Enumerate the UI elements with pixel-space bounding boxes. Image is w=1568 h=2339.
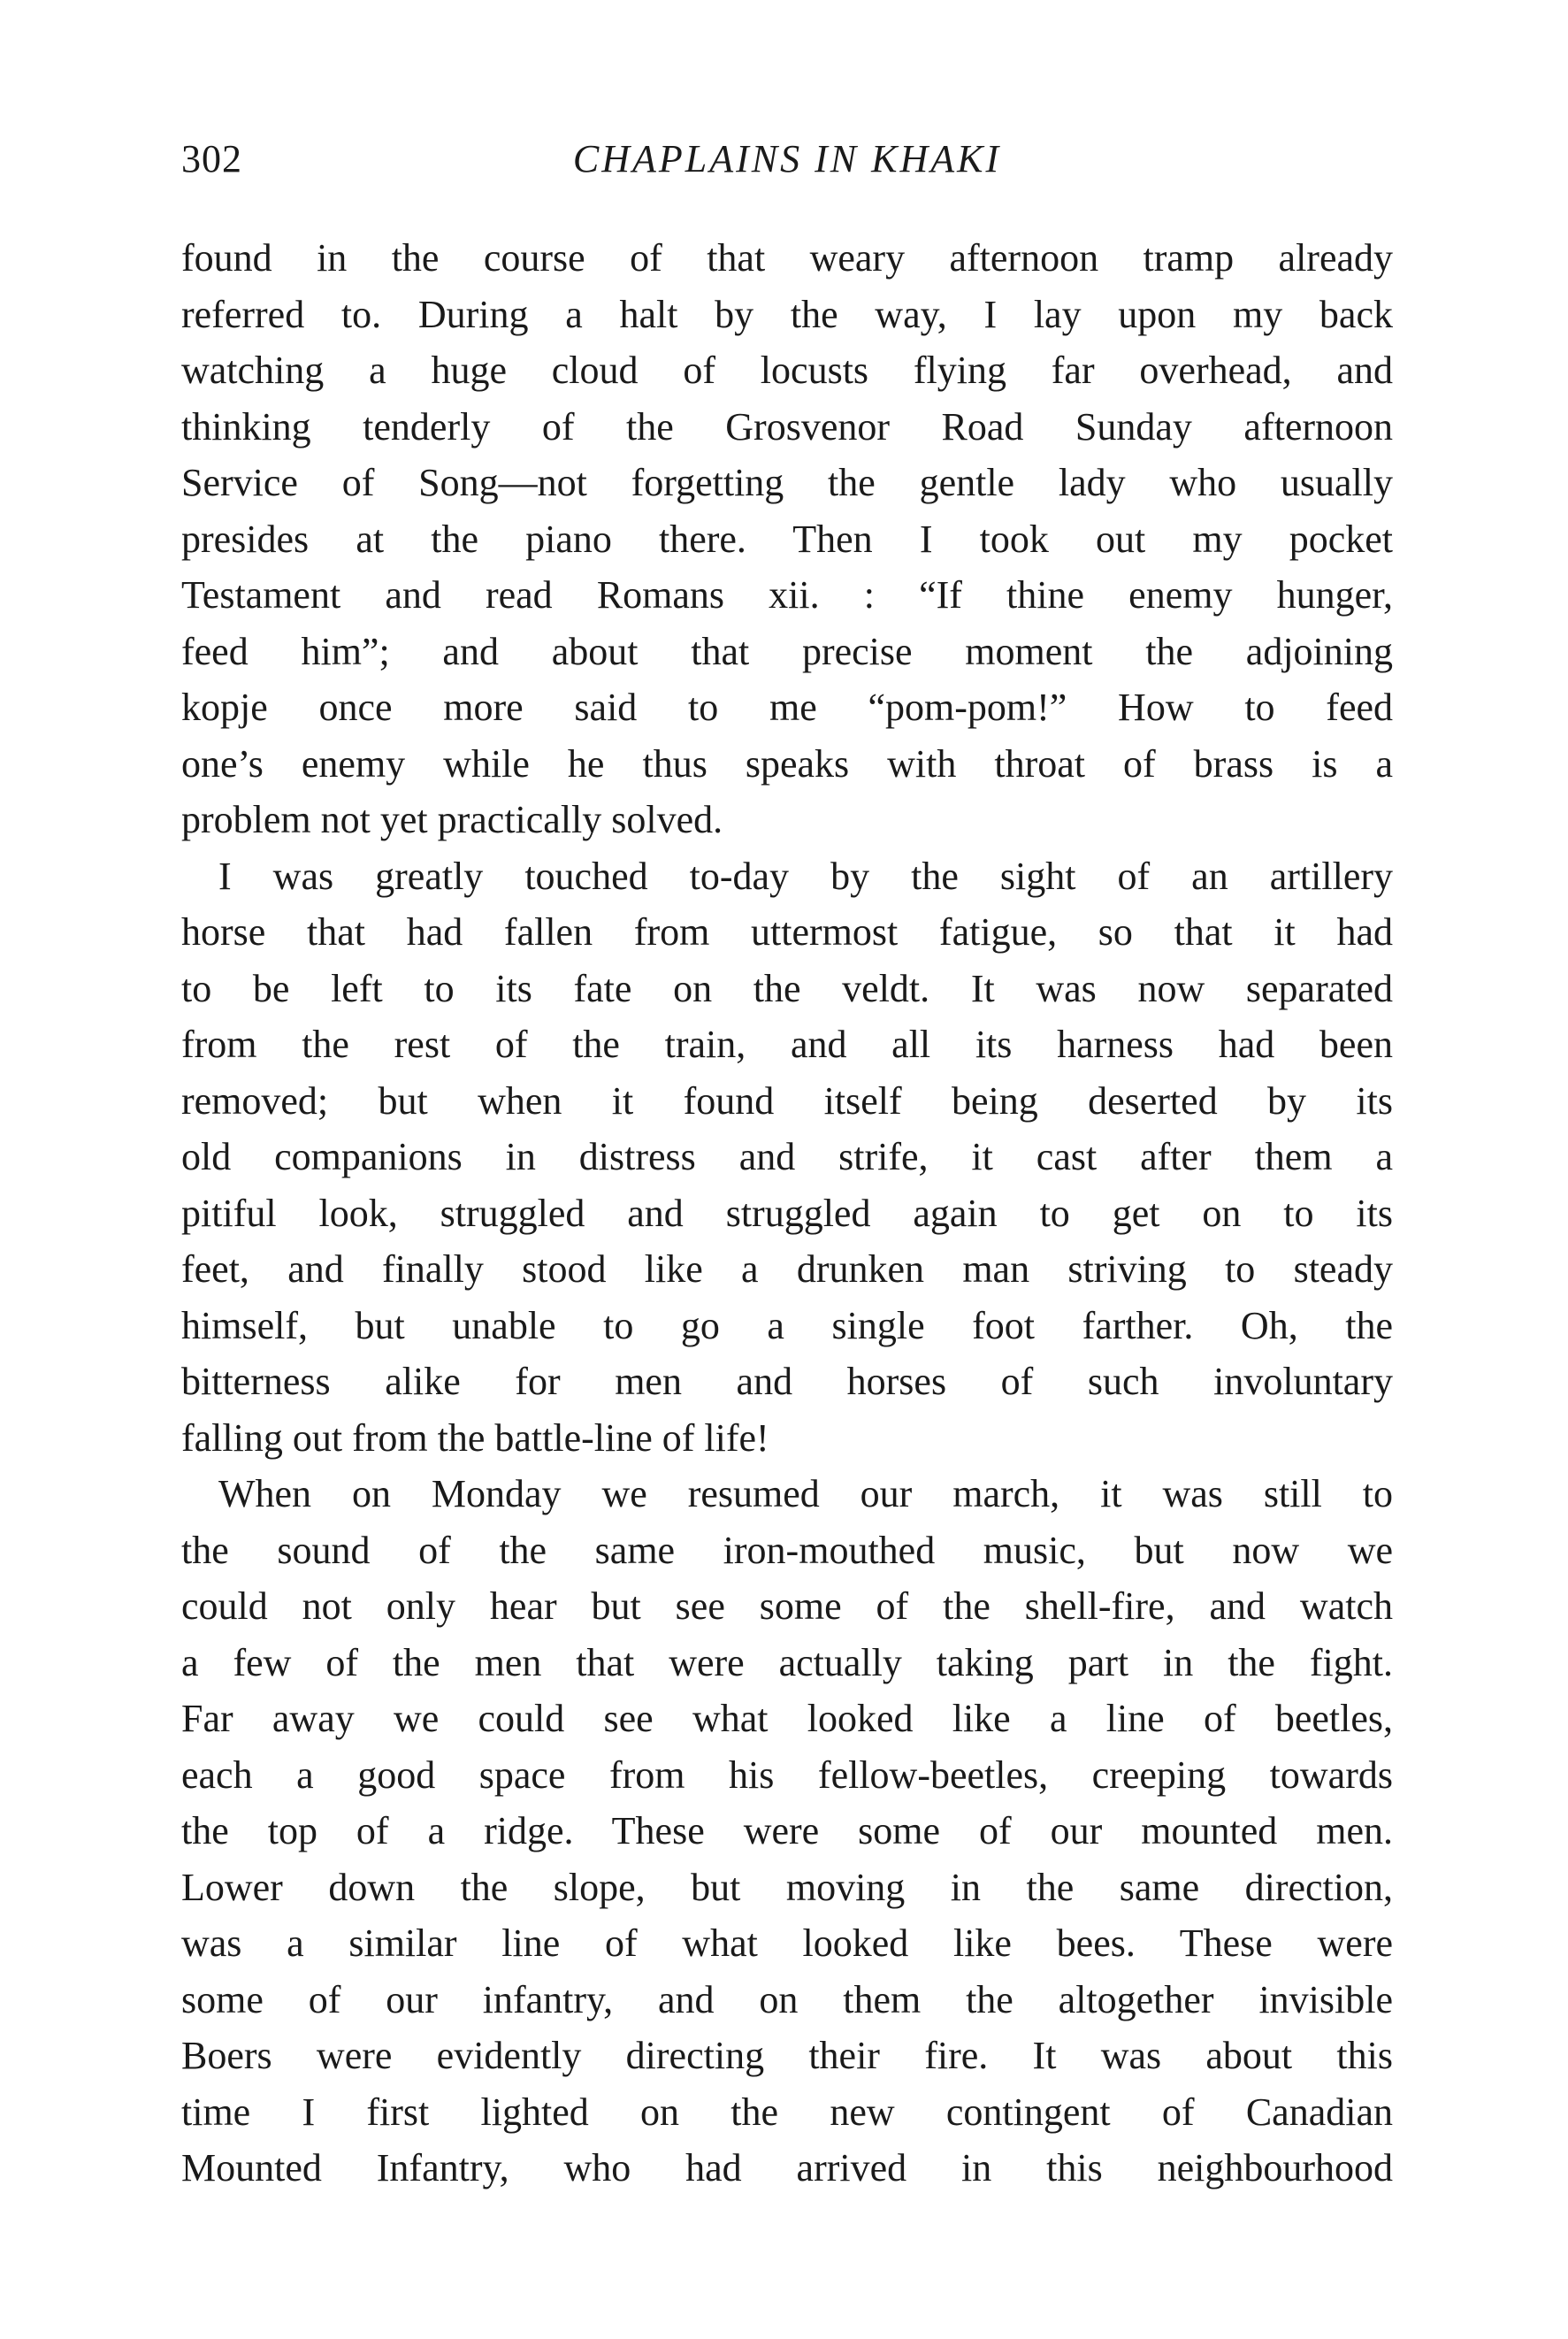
- paragraph-2: [181, 848, 1393, 1467]
- text-line: referred to. During a halt by the way, I lay upon my back: [181, 292, 1393, 336]
- text-line: could not only hear but see some of the shell-fire, and watch: [181, 1584, 1393, 1628]
- text-line: the sound of the same iron-mouthed music, but now we: [181, 1528, 1393, 1572]
- text-line: removed; but when it found itself being deserted by its: [181, 1078, 1393, 1123]
- text-line: old companions in distress and strife, it cast after them a: [181, 1135, 1393, 1178]
- book-page: [181, 124, 1393, 2247]
- text-line: found in the course of that weary afternoon tramp already: [181, 236, 1393, 280]
- text-line: thinking tenderly of the Grosvenor Road Sunday afternoon: [181, 404, 1393, 449]
- text-line: I was greatly touched to-day by the sight of an artillery: [218, 854, 1393, 898]
- text-line: from the rest of the train, and all its harness had been: [181, 1023, 1393, 1066]
- text-line: Far away we could see what looked like a line of beetles,: [181, 1697, 1393, 1740]
- text-line: the top of a ridge. These were some of our mounted men.: [181, 1809, 1393, 1852]
- text-line: When on Monday we resumed our march, it was still to: [218, 1472, 1393, 1515]
- running-title: CHAPLAINS IN KHAKI: [572, 137, 1002, 180]
- text-line: watching a huge cloud of locusts flying far overhead, and: [181, 349, 1393, 392]
- paragraph-3: [181, 1466, 1393, 2197]
- body-text: [181, 230, 1393, 2197]
- text-line: a few of the men that were actually taking part in the fight.: [181, 1640, 1393, 1684]
- text-line: Service of Song—not forgetting the gentle lady who usually: [181, 461, 1393, 504]
- text-line: bitterness alike for men and horses of such involuntary: [181, 1360, 1393, 1403]
- text-line: was a similar line of what looked like bees. These were: [181, 1921, 1393, 1965]
- text-line: himself, but unable to go a single foot farther. Oh, the: [181, 1303, 1393, 1347]
- page-number: 302: [181, 137, 242, 180]
- text-line: time I first lighted on the new contingent of Canadian: [181, 2090, 1393, 2134]
- text-line: Boers were evidently directing their fire. It was about this: [181, 2034, 1393, 2077]
- text-line: one’s enemy while he thus speaks with throat of brass is a: [181, 741, 1393, 786]
- text-line: Lower down the slope, but moving in the same direction,: [181, 1865, 1393, 1909]
- text-line: presides at the piano there. Then I took out my pocket: [181, 517, 1393, 561]
- text-line: each a good space from his fellow-beetles, creeping towards: [181, 1752, 1393, 1797]
- text-line: pitiful look, struggled and struggled again to get on to its: [181, 1191, 1393, 1235]
- text-line: horse that had fallen from uttermost fatigue, so that it had: [181, 910, 1393, 954]
- text-line: falling out from the battle-line of life!: [181, 1415, 769, 1460]
- paragraph-1: [181, 230, 1393, 848]
- text-line: feet, and finally stood like a drunken man striving to steady: [181, 1247, 1393, 1291]
- text-line: some of our infantry, and on them the altogether invisible: [181, 1977, 1393, 2021]
- text-line: Testament and read Romans xii. : “If thine enemy hunger,: [181, 573, 1393, 617]
- running-head: [181, 124, 1393, 195]
- text-line: to be left to its fate on the veldt. It was now separated: [181, 966, 1393, 1010]
- text-line: problem not yet practically solved.: [181, 798, 723, 841]
- text-line: kopje once more said to me “pom-pom!” How to feed: [181, 686, 1393, 729]
- text-line: feed him”; and about that precise moment the adjoining: [181, 629, 1393, 673]
- text-line: Mounted Infantry, who had arrived in this neighbourhood: [181, 2146, 1393, 2189]
